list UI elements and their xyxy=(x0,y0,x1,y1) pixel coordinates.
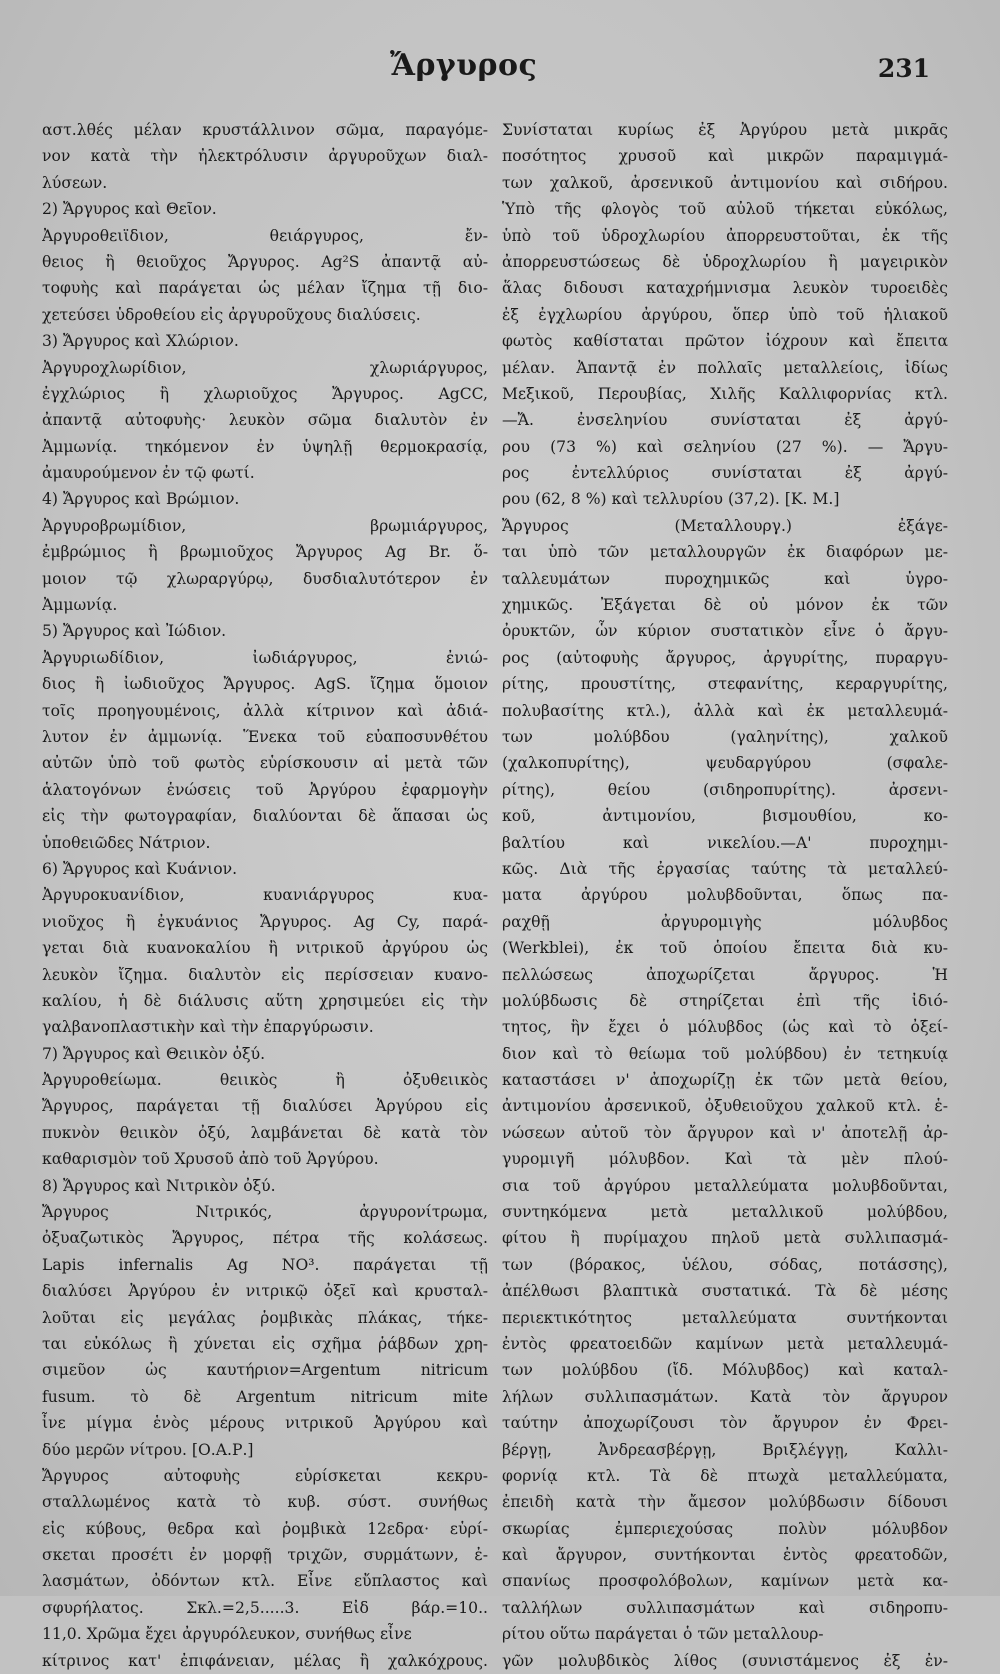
text-line: μολύβδωσις δὲ στηρίζεται ἐπὶ τῆς ἰδιό- xyxy=(502,991,948,1010)
text-line: τοῖς προηγουμένοις, ἀλλὰ κίτρινον καὶ ἀδιά- xyxy=(42,701,488,720)
text-line: λύσεων. xyxy=(42,173,108,192)
text-line: (χαλκοπυρίτης), ψευδαργύρου (σφαλε- xyxy=(502,754,948,773)
text-line: Συνίσταται κυρίως ἐξ Ἀργύρου μετὰ μικρᾶς xyxy=(502,121,948,139)
text-line: Ἄργυρος, παράγεται τῇ διαλύσει Ἀργύρου εἰς xyxy=(42,1097,488,1116)
text-line: καὶ ἄργυρον, συντήκονται ἐντὸς φρεατοδῶν, xyxy=(502,1546,948,1565)
text-line: γαλβανοπλαστικὴν καὶ τὴν ἐπαργύρωσιν. xyxy=(42,1018,374,1037)
text-line: αὐτῶν ὑπὸ τοῦ φωτὸς εὑρίσκουσιν αἱ μετὰ τῶν xyxy=(42,754,488,773)
text-line: των μολύβδου (γαληνίτης), χαλκοῦ xyxy=(502,727,948,746)
text-line: μοιον τῷ χλωραργύρῳ, δυσδιαλυτότερον ἐν xyxy=(42,569,488,588)
text-line: τοφυὴς καὶ παράγεται ὡς μέλαν ἴζημα τῇ διο- xyxy=(42,279,488,298)
text-line: ται εὐκόλως ἢ χύνεται εἰς σχῆμα ῥάβδων χρη- xyxy=(42,1334,488,1353)
text-line: πολυβασίτης κτλ.), ἀλλὰ καὶ ἐκ μεταλλευμά- xyxy=(502,701,948,720)
text-line: ποσότητος χρυσοῦ καὶ μικρῶν παραμιγμά- xyxy=(502,147,948,166)
text-line: 8) Ἄργυρος καὶ Νιτρικὸν ὀξύ. xyxy=(42,1176,276,1195)
text-line: ρου (73 %) καὶ σεληνίου (27 %). — Ἄργυ- xyxy=(502,437,948,456)
text-line: ἐντὸς φρεατοειδῶν καμίνων μετὰ μεταλλευμά- xyxy=(502,1334,948,1353)
text-line: ὑπὸ τοῦ ὑδροχλωρίου ἀπορρευστοῦται, ἐκ τῆς xyxy=(502,226,948,245)
text-line: 6) Ἄργυρος καὶ Κυάνιον. xyxy=(42,859,238,878)
text-line: των χαλκοῦ, ἀρσενικοῦ ἀντιμονίου καὶ σιδήρου. xyxy=(502,173,948,192)
text-line: λήλων συλλιπασμάτων. Κατὰ τὸν ἄργυρον xyxy=(502,1387,948,1406)
text-line: τητος, ἣν ἔχει ὁ μόλυβδος (ὡς καὶ τὸ ὀξεί- xyxy=(502,1018,948,1037)
text-line: εἰς κύβους, θεδρα καὶ ῥομβικὰ 12εδρα· εὑρί- xyxy=(42,1519,488,1538)
text-line: κίτρινος κατ' ἐπιφάνειαν, μέλας ἢ χαλκόχρους. xyxy=(42,1651,488,1670)
page-title: Ἄργυρος xyxy=(390,48,538,83)
page-number: 231 xyxy=(877,54,930,83)
text-line: σφυρήλατος. Σκλ.=2,5.....3. Εἰδ βάρ.=10.. xyxy=(42,1598,488,1617)
text-line: Ἄργυρος Νιτρικός, ἀργυρονίτρωμα, xyxy=(42,1203,488,1222)
text-line: ἅλας διδουσι καταχρήμνισμα λευκὸν τυροειδὲς xyxy=(502,279,948,298)
text-line: ἁλατογόνων ἑνώσεις τοῦ Ἀργύρου ἐφαρμογὴν xyxy=(42,780,488,799)
text-line: περιεκτικότητος μεταλλεύματα συντήκονται xyxy=(502,1308,948,1327)
text-line: ταλλευμάτων πυροχημικῶς καὶ ὑγρο- xyxy=(502,569,948,588)
left-column xyxy=(42,117,488,1674)
text-line: 7) Ἄργυρος καὶ Θειικὸν ὀξύ. xyxy=(42,1044,266,1063)
text-line: σιμεῦον ὡς καυτήριον=Argentum nitricum xyxy=(42,1361,488,1380)
text-line: των (βόρακος, ὑέλου, σόδας, ποτάσσης), xyxy=(502,1255,948,1274)
text-line: φωτὸς καθίσταται πρῶτον ἰόχρουν καὶ ἔπειτα xyxy=(502,332,948,351)
text-line: Ἄργυρος (Μεταλλουργ.) ἐξάγε- xyxy=(502,516,948,535)
text-line: γεται διὰ κυανοκαλίου ἢ νιτρικοῦ ἀργύρου ὡς xyxy=(42,939,488,958)
text-line: χημικῶς. Ἐξάγεται δὲ οὐ μόνον ἐκ τῶν xyxy=(502,596,948,615)
text-line: Lapis infernalis Ag NO³. παράγεται τῇ xyxy=(42,1255,488,1274)
text-line: Ἀργυριωδίδιον, ἰωδιάργυρος, ἐνιώ- xyxy=(42,648,488,667)
text-line: καθαρισμὸν τοῦ Χρυσοῦ ἀπὸ τοῦ Ἀργύρου. xyxy=(42,1150,379,1169)
text-line: Ἀργυροβρωμίδιον, βρωμιάργυρος, xyxy=(42,516,488,535)
text-line: ὑποθειῶδες Νάτριον. xyxy=(42,833,211,852)
text-line: Ὑπὸ τῆς φλογὸς τοῦ αὐλοῦ τήκεται εὐκόλως, xyxy=(502,200,948,219)
text-line: ται ὑπὸ τῶν μεταλλουργῶν ἐκ διαφόρων με- xyxy=(502,543,948,562)
text-line: Ἀργυροθειϊδιον, θειάργυρος, ἔν- xyxy=(42,226,488,245)
text-line: 11,0. Χρῶμα ἔχει ἀργυρόλευκον, συνήθως εἶνε xyxy=(42,1625,412,1644)
text-line: ρος (αὐτοφυὴς ἄργυρος, ἀργυρίτης, πυραργυ- xyxy=(502,648,948,667)
text-line: ἀπέλθωσι βλαπτικὰ συστατικά. Τὰ δὲ μέσης xyxy=(502,1282,948,1301)
text-line: ρου (62, 8 %) καὶ τελλυρίου (37,2). [Κ. Μ.] xyxy=(502,490,840,509)
text-line: Ἀμμωνίᾳ. τηκόμενον ἐν ὑψηλῇ θερμοκρασίᾳ, xyxy=(42,437,488,456)
text-line: νον κατὰ τὴν ἠλεκτρόλυσιν ἀργυροῦχων διαλ- xyxy=(42,147,488,166)
text-line: σκωρίας ἐμπεριεχούσας πολὺν μόλυβδον xyxy=(502,1519,948,1538)
text-line: διος ἢ ἰωδιοῦχος Ἄργυρος. AgS. ἴζημα ὅμοιον xyxy=(42,675,488,694)
text-line: Ἀμμωνίᾳ. xyxy=(42,596,118,615)
text-line: ρίτης), θείου (σιδηροπυρίτης). ἀρσενι- xyxy=(502,780,948,799)
text-line: ταλλήλων συλλιπασμάτων καὶ σιδηροπυ- xyxy=(502,1598,948,1617)
text-line: εἰς τὴν φωτογραφίαν, διαλύονται δὲ ἅπασαι ὡς xyxy=(42,807,488,826)
text-line: χετεύσει ὑδροθείου εἰς ἀργυροῦχους διαλύσεις. xyxy=(42,305,421,324)
text-line: φίτου ἢ πυρίμαχου πηλοῦ μετὰ συλλιπασμά- xyxy=(502,1229,948,1248)
text-line: φορνίᾳ κτλ. Τὰ δὲ πτωχὰ μεταλλεύματα, xyxy=(502,1466,948,1485)
text-line: 5) Ἄργυρος καὶ Ἰώδιον. xyxy=(42,622,227,641)
text-line: Ἀργυροκυανίδιον, κυανιάργυρος κυα- xyxy=(42,886,488,905)
text-line: λασμάτων, ὀδόντων κτλ. Εἶνε εὔπλαστος καὶ xyxy=(42,1572,488,1591)
text-line: κοῦ, ἀντιμονίου, βισμουθίου, κο- xyxy=(502,807,948,826)
text-line: ἶνε μίγμα ἑνὸς μέρους νιτρικοῦ Ἀργύρου καὶ xyxy=(42,1414,488,1433)
text-line: λυτον ἐν ἀμμωνίᾳ. Ἕνεκα τοῦ εὐαποσυνθέτου xyxy=(42,727,488,746)
text-line: ὀξυαζωτικὸς Ἄργυρος, πέτρα τῆς κολάσεως. xyxy=(42,1229,488,1248)
text-line: πελλώσεως ἀποχωρίζεται ἄργυρος. Ἡ xyxy=(502,965,948,984)
text-line: διαλύσει Ἀργύρου ἐν νιτρικῷ ὀξεῖ καὶ κρυσταλ- xyxy=(42,1282,488,1301)
text-line: ἀμαυρούμενον ἐν τῷ φωτί. xyxy=(42,464,255,483)
text-line: ρίτης, προυστίτης, στεφανίτης, κεραργυρίτης, xyxy=(502,675,948,694)
text-line: νιοῦχος ἢ ἐγκυάνιος Ἄργυρος. Ag Cy, παρά- xyxy=(42,912,488,931)
text-line: δύο μερῶν νίτρου. [Ο.Α.Ρ.] xyxy=(42,1440,254,1459)
text-line: σκεται προσέτι ἐν μορφῇ τριχῶν, συρμάτωνν, ἐ- xyxy=(42,1546,488,1565)
text-line: fusum. τὸ δὲ Argentum nitricum mite xyxy=(42,1387,488,1406)
text-line: γῶν μολυβδικὸς λίθος (συνιστάμενος ἐξ ἐν- xyxy=(502,1651,948,1670)
text-line: γυρομιγῆ μόλυβδον. Καὶ τὰ μὲν πλού- xyxy=(502,1150,948,1169)
text-line: κῶς. Διὰ τῆς ἐργασίας ταύτης τὰ μεταλλεύ- xyxy=(502,859,948,878)
text-line: σταλλωμένος κατὰ τὸ κυβ. σύστ. συνήθως xyxy=(42,1493,488,1512)
text-line: βέργῃ, Ἀνδρεασβέργῃ, Βριξλέγγῃ, Καλλι- xyxy=(502,1440,948,1459)
text-line: ἐμβρώμιος ἢ βρωμιοῦχος Ἄργυρος Ag Br. ὅ- xyxy=(42,543,488,562)
text-line: των μολύβδου (ἴδ. Μόλυβδος) καὶ καταλ- xyxy=(502,1361,948,1380)
text-line: —Ἄ. ἐνσεληνίου συνίσταται ἐξ ἀργύ- xyxy=(502,411,948,430)
text-line: ἐξ ἐγχλωρίου ἀργύρου, ὅπερ ὑπὸ τοῦ ἡλιακοῦ xyxy=(502,305,948,324)
text-line: ρος ἐντελλύριος συνίσταται ἐξ ἀργύ- xyxy=(502,464,948,483)
text-line: ἀπορρευστώσεως δὲ ὑδροχλωρίου ἢ μαγειρικὸν xyxy=(502,252,948,271)
right-column xyxy=(502,117,948,1674)
text-line: ταύτην ἀποχωρίζουσι τὸν ἄργυρον ἐν Φρει- xyxy=(502,1414,948,1433)
text-line: ρίτου οὕτω παράγεται ὁ τῶν μεταλλουρ- xyxy=(502,1625,824,1644)
text-line: ὀρυκτῶν, ὧν κύριον συστατικὸν εἶνε ὁ ἄργυ- xyxy=(502,622,948,641)
running-head xyxy=(0,48,1000,98)
text-line: διον καὶ τὸ θείωμα τοῦ μολύβδου) ἐν τετηκυίᾳ xyxy=(502,1044,948,1063)
text-line: ἐγχλώριος ἢ χλωριοῦχος Ἄργυρος. AgCC, xyxy=(42,384,488,403)
text-line: Ἄργυρος αὐτοφυὴς εὑρίσκεται κεκρυ- xyxy=(42,1466,488,1485)
text-line: ραχθῇ ἀργυρομιγὴς μόλυβδος xyxy=(502,912,948,931)
text-line: 2) Ἄργυρος καὶ Θεῖον. xyxy=(42,200,217,219)
text-line: ἀντιμονίου ἀρσενικοῦ, ὀξυθειοῦχου χαλκοῦ κτλ. ἑ- xyxy=(502,1097,948,1116)
text-line: 4) Ἄργυρος καὶ Βρώμιον. xyxy=(42,490,240,509)
text-line: καταστάσει ν' ἀποχωρίζῃ ἐκ τῶν μετὰ θείου, xyxy=(502,1071,948,1090)
text-line: νώσεων αὐτοῦ τὸν ἄργυρον καὶ ν' ἀποτελῇ ἀρ- xyxy=(502,1123,948,1142)
text-line: σπανίως προσφολόβολων, καμίνων μετὰ κα- xyxy=(502,1572,948,1591)
column-gutter xyxy=(494,117,495,1517)
text-line: θειος ἢ θειοῦχος Ἄργυρος. Ag²S ἀπαντᾷ αὐ- xyxy=(42,252,488,271)
text-line: ἀπαντᾷ αὐτοφυὴς· λευκὸν σῶμα διαλυτὸν ἐν xyxy=(42,411,488,430)
text-line: μέλαν. Ἀπαντᾷ ἐν πολλαῖς μεταλλείοις, ἰδίως xyxy=(502,358,948,377)
text-line: ματα ἀργύρου μολυβδοῦνται, ὅπως πα- xyxy=(502,886,948,905)
text-line: Ἀργυροθείωμα. θειικὸς ἢ ὀξυθειικὸς xyxy=(42,1071,488,1090)
text-line: λευκὸν ἴζημα. διαλυτὸν εἰς περίσσειαν κυανο- xyxy=(42,965,488,984)
text-line: ἐπειδὴ κατὰ τὴν ἄμεσον μολύβδωσιν δίδουσι xyxy=(502,1493,948,1512)
text-line: σια τοῦ ἀργύρου μεταλλεύματα μολυβδοῦνται, xyxy=(502,1176,948,1195)
text-line: λοῦται εἰς μεγάλας ῥομβικὰς πλάκας, τήκε- xyxy=(42,1308,488,1327)
text-line: 3) Ἄργυρος καὶ Χλώριον. xyxy=(42,332,239,351)
text-line: καλίου, ἡ δὲ διάλυσις αὕτη χρησιμεύει εἰς τὴν xyxy=(42,991,488,1010)
text-line: πυκνὸν θειικὸν ὀξύ, λαμβάνεται δὲ κατὰ τὸν xyxy=(42,1123,488,1142)
text-line: αστ.λθές μέλαν κρυστάλλινον σῶμα, παραγόμε- xyxy=(42,121,488,139)
text-line: Μεξικοῦ, Περουβίας, Χιλῆς Καλλιφορνίας κτλ. xyxy=(502,384,948,403)
text-line: συντηκόμενα μετὰ μεταλλικοῦ μολύβδου, xyxy=(502,1203,948,1222)
text-line: Ἀργυροχλωρίδιον, χλωριάργυρος, xyxy=(42,358,488,377)
text-line: (Werkblei), ἐκ τοῦ ὁποίου ἔπειτα διὰ κυ- xyxy=(502,939,948,958)
text-line: βαλτίου καὶ νικελίου.—Α' πυροχημι- xyxy=(502,833,948,852)
